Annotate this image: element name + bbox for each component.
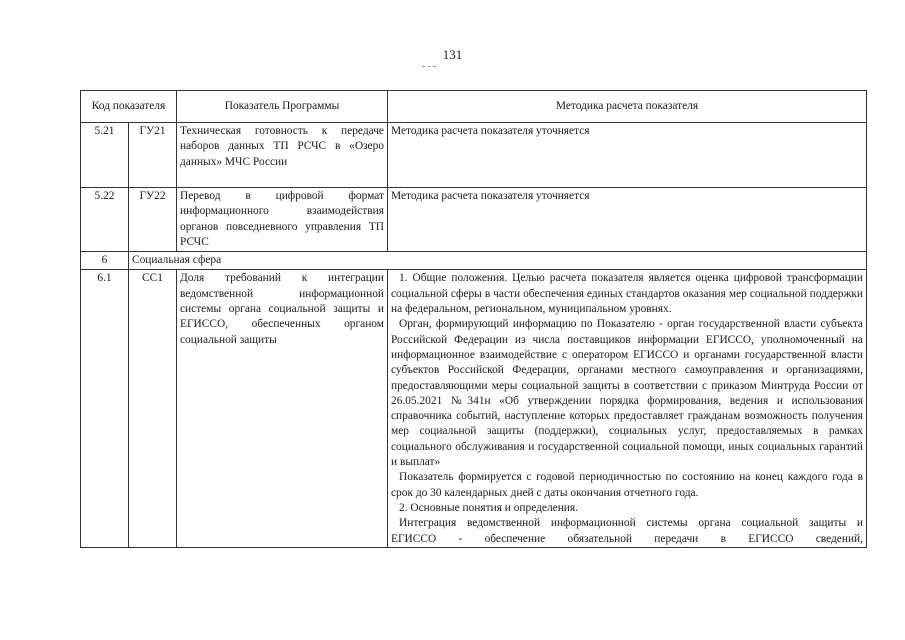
section-number: 6: [81, 252, 129, 270]
row-code: СС1: [129, 270, 177, 547]
row-method: Методика расчета показателя уточняется: [388, 123, 867, 188]
table-row: [81, 270, 867, 547]
method-paragraph: 2. Основные понятия и определения.: [399, 501, 578, 514]
header-method: Методика расчета показателя: [388, 91, 867, 123]
row-method: [388, 270, 867, 547]
table-row: [81, 123, 867, 188]
header-code: Код показателя: [81, 91, 177, 123]
header-indicator: Показатель Программы: [177, 91, 388, 123]
method-paragraph: Показатель формируется с годовой периодичностью по состоянию на конец каждого года в срок до 30 календарных дней с даты окончания отчетного года.: [391, 471, 863, 499]
row-number: 5.21: [81, 123, 129, 188]
section-title: Социальная сфера: [129, 252, 867, 270]
row-indicator: Техническая готовность к передаче наборов данных ТП РСЧС в «Озеро данных» МЧС России: [177, 123, 388, 188]
method-paragraph: Интеграция ведомственной информационной системы органа социальной защиты и: [399, 517, 863, 530]
row-method: Методика расчета показателя уточняется: [388, 188, 867, 252]
row-code: ГУ21: [129, 123, 177, 188]
row-number: 5.22: [81, 188, 129, 252]
table-row: [81, 188, 867, 252]
method-paragraph: 1. Общие положения. Целью расчета показателя является оценка цифровой трансформации социальной сферы в части обеспечения единых стандартов оказания мер социальной поддержки на федеральном, региональном, муниципальном уровнях.: [391, 272, 863, 316]
row-indicator: Доля требований к интеграции ведомственной информационной системы органа социальной защиты и ЕГИССО, обеспеченных органом социальной защиты: [177, 270, 388, 547]
row-code: ГУ22: [129, 188, 177, 252]
page-mark: [422, 66, 436, 68]
section-row: [81, 252, 867, 270]
row-number: 6.1: [81, 270, 129, 547]
table-header-row: [81, 91, 867, 123]
method-paragraph: Орган, формирующий информацию по Показателю - орган государственной власти субъекта Российской Федерации из числа поставщиков информации ЕГИССО, уполномоченный на информационное взаимодействие с оператором ЕГИССО и органами государственной власти субъектов Российской Федерации, органами местного самоуправления и организациями, предоставляющими меры социальной защиты в соответствии с приказом Минтруда России от 26.05.2021 №341н «Об утверждении порядка формирования, ведения и использования справочника событий, наступление которых предоставляет гражданам возможность получения мер социальной защиты (поддержки), социальных услуг, предоставляемых в рамках социального обслуживания и государственной социальной помощи, иных социальных гарантий и выплат»: [391, 318, 863, 469]
indicator-table: [80, 90, 867, 548]
page-number: 131: [442, 47, 463, 62]
method-paragraph: ЕГИССО - обеспечение обязательной передачи в ЕГИССО сведений,: [391, 532, 863, 545]
row-indicator: Перевод в цифровой формат информационного взаимодействия органов повседневного управления ТП РСЧС: [177, 188, 388, 252]
